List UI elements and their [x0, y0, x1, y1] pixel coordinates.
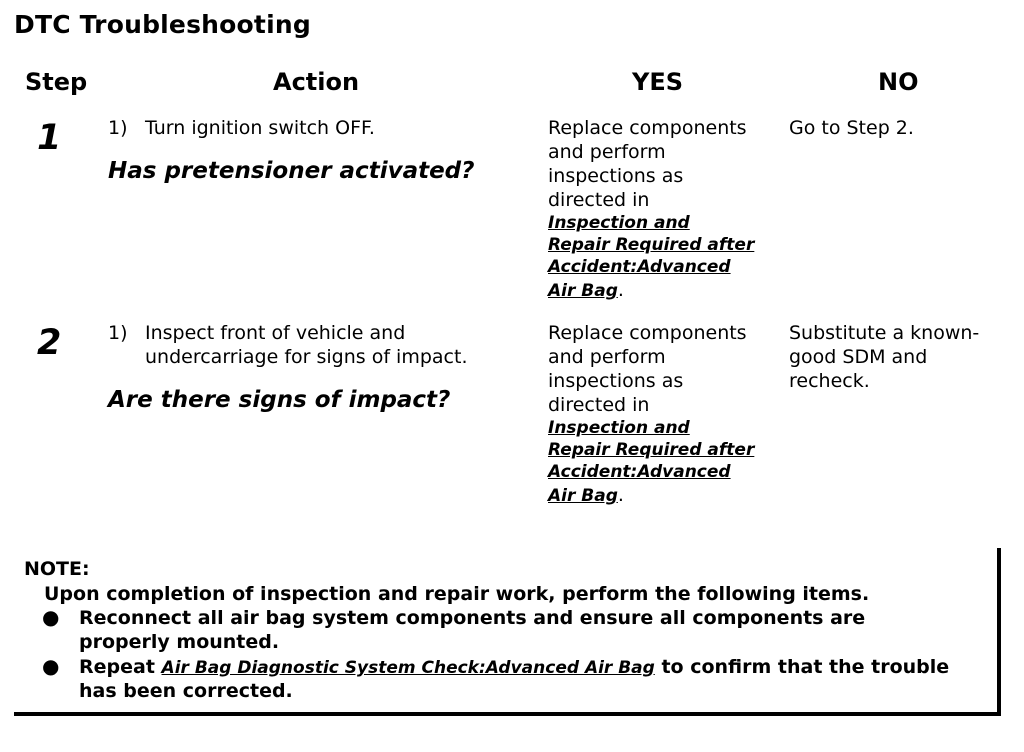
question: Are there signs of impact? — [108, 387, 451, 413]
action-number: 1) — [108, 117, 128, 139]
diagnostic-check-link[interactable]: Air Bag Diagnostic System Check:Advanced Air Bag — [161, 658, 655, 678]
inspection-link[interactable]: Inspection and — [548, 213, 690, 233]
no-text: good SDM and — [789, 346, 928, 368]
yes-text: inspections as — [548, 165, 684, 187]
no-text: recheck. — [789, 370, 870, 392]
header-step: Step — [25, 68, 88, 96]
period: . — [617, 279, 624, 301]
inspection-link[interactable]: Accident:Advanced — [548, 257, 731, 277]
header-yes: YES — [632, 68, 684, 96]
step-number: 1 — [37, 118, 62, 158]
yes-text: directed in — [548, 189, 650, 211]
inspection-link[interactable]: Air Bag — [548, 281, 618, 301]
note-item: Reconnect all air bag system components and ensure all components are — [79, 607, 866, 629]
inspection-link[interactable]: Inspection and — [548, 418, 690, 438]
action-text: Turn ignition switch OFF. — [145, 117, 375, 139]
bullet-icon: ● — [42, 654, 60, 678]
step-number: 2 — [37, 323, 62, 363]
note-item: has been corrected. — [79, 680, 293, 702]
note-item-prefix: Repeat — [79, 656, 162, 678]
action-text: Inspect front of vehicle and — [145, 322, 406, 344]
period: . — [617, 484, 624, 506]
action-line — [108, 116, 375, 140]
action-line — [108, 321, 405, 345]
no-cell — [789, 116, 914, 140]
inspection-link[interactable]: Air Bag — [548, 486, 618, 506]
no-cell — [789, 321, 979, 393]
note-item — [79, 655, 949, 680]
yes-text: inspections as — [548, 370, 684, 392]
action-number: 1) — [108, 322, 128, 344]
yes-text: and perform — [548, 141, 666, 163]
action-line: undercarriage for signs of impact. — [145, 346, 468, 368]
question: Has pretensioner activated? — [108, 158, 475, 184]
header-no: NO — [878, 68, 919, 96]
yes-cell — [548, 116, 754, 302]
inspection-link[interactable]: Accident:Advanced — [548, 462, 731, 482]
inspection-link[interactable]: Repair Required after — [548, 235, 755, 255]
no-text: Substitute a known- — [789, 322, 980, 344]
bullet-icon: ● — [42, 605, 60, 629]
yes-text: Replace components — [548, 322, 747, 344]
note-item: properly mounted. — [79, 631, 280, 653]
header-action: Action — [273, 68, 360, 96]
yes-text: directed in — [548, 394, 650, 416]
yes-cell — [548, 321, 754, 507]
note-intro: Upon completion of inspection and repair work, perform the following items. — [44, 583, 870, 605]
no-text: Go to Step 2. — [789, 117, 914, 139]
page-title: DTC Troubleshooting — [14, 10, 311, 39]
inspection-link[interactable]: Repair Required after — [548, 440, 755, 460]
yes-text: and perform — [548, 346, 666, 368]
note-item-suffix: to confirm that the trouble — [654, 656, 950, 678]
yes-text: Replace components — [548, 117, 747, 139]
note-title: NOTE: — [24, 558, 90, 580]
